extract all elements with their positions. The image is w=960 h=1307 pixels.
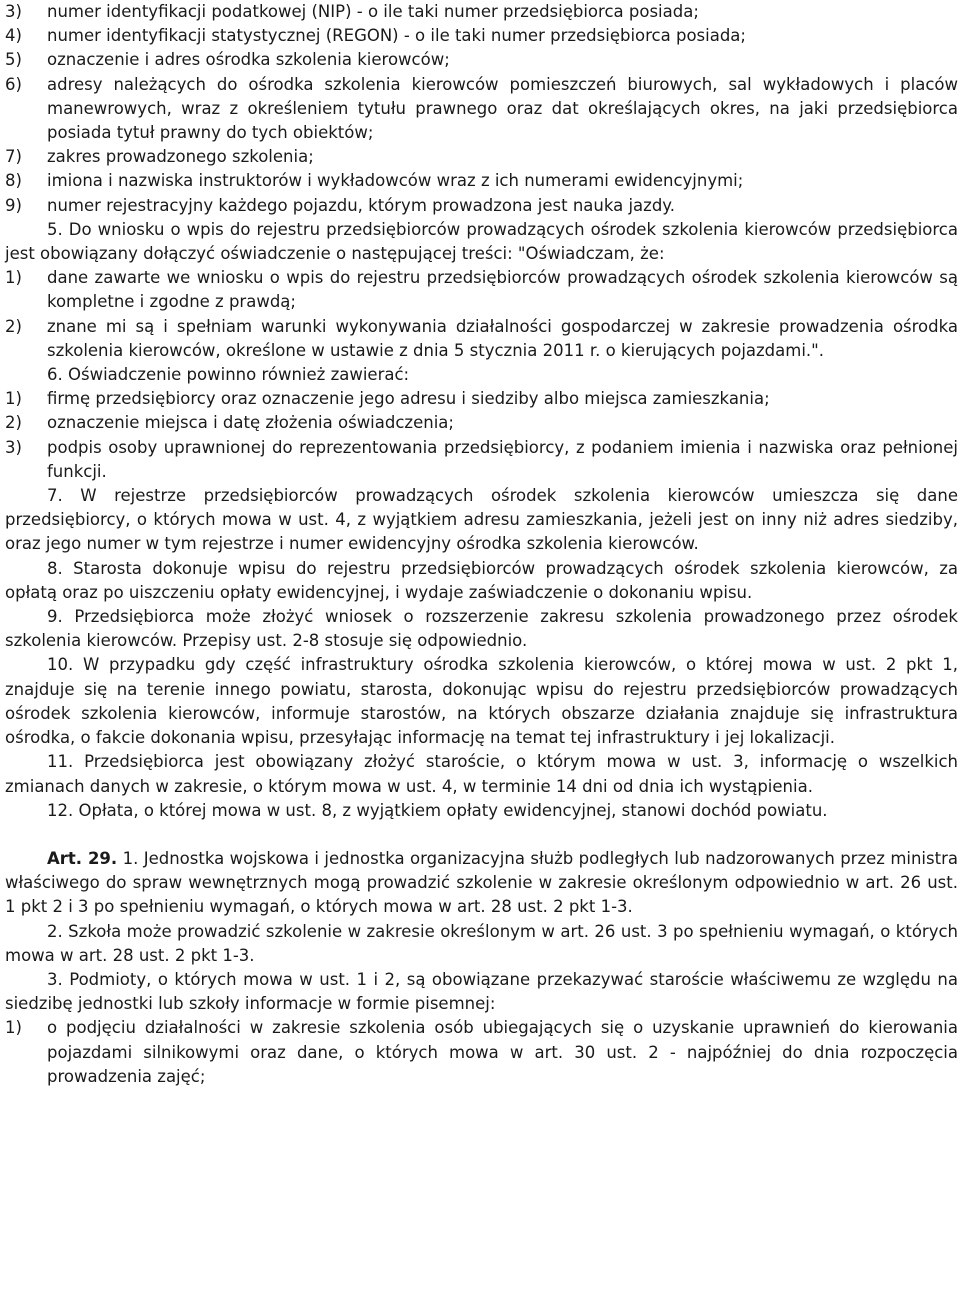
list-item	[5, 24, 958, 48]
item-text: numer identyfikacji statystycznej (REGON) - o ile taki numer przedsiębiorca posiada;	[47, 26, 746, 46]
list-item	[5, 411, 958, 435]
article-29-paragraph-1	[5, 847, 958, 920]
list-item	[5, 266, 958, 314]
list-item	[5, 0, 958, 24]
item-text: imiona i nazwiska instruktorów i wykładowców wraz z ich numerami ewidencyjnymi;	[47, 171, 744, 191]
list-item	[5, 169, 958, 193]
list-a	[5, 0, 958, 218]
item-text: numer rejestracyjny każdego pojazdu, którym prowadzona jest nauka jazdy.	[47, 195, 675, 215]
item-number: 7)	[5, 147, 22, 167]
item-number: 5)	[5, 50, 22, 70]
list-item	[5, 145, 958, 169]
item-number: 3)	[5, 437, 22, 457]
article-heading: Art. 29.	[47, 848, 118, 868]
item-number: 9)	[5, 195, 22, 215]
paragraph-8: 8. Starosta dokonuje wpisu do rejestru przedsiębiorców prowadzących ośrodek szkolenia kierowców, za opłatą oraz po uiszczeniu opłaty ewidencyjnej, i wydaje zaświadczenie o dokonaniu wpisu.	[5, 558, 958, 602]
list-b	[5, 266, 958, 363]
paragraph-10: 10. W przypadku gdy część infrastruktury ośrodka szkolenia kierowców, o której mowa w ust. 2 pkt 1, znajduje się na terenie innego powiatu, starosta, dokonując wpisu do rejestru przedsiębiorców prowadzących ośrodek szkolenia kierowców, informuje starostów, na których obszarze działania znajduje się infrastruktura ośrodka, o fakcie dokonania wpisu, przesyłając informację na temat tej infrastruktury i jej lokalizacji.	[5, 655, 958, 748]
list-item	[5, 387, 958, 411]
article-29-paragraph-1-text: 1. Jednostka wojskowa i jednostka organizacyjna służb podległych lub nadzorowanych przez ministra właściwego do spraw wewnętrznych mogą prowadzić szkolenie w zakresie określonym odpowiednio w art. 26 ust. 1 pkt 2 i 3 po spełnieniu wymagań, o których mowa w art. 28 ust. 2 pkt 1-3.	[5, 848, 958, 917]
item-number: 2)	[5, 316, 22, 336]
item-text: podpis osoby uprawnionej do reprezentowania przedsiębiorcy, z podaniem imienia i nazwiska oraz pełnionej funkcji.	[47, 437, 958, 481]
paragraph-12: 12. Opłata, o której mowa w ust. 8, z wyjątkiem opłaty ewidencyjnej, stanowi dochód powiatu.	[47, 800, 828, 820]
paragraph-6: 6. Oświadczenie powinno również zawierać:	[47, 365, 410, 385]
paragraph-9: 9. Przedsiębiorca może złożyć wniosek o rozszerzenie zakresu szkolenia prowadzonego przez ośrodek szkolenia kierowców. Przepisy ust. 2-8 stosuje się odpowiednio.	[5, 607, 958, 651]
item-number: 3)	[5, 2, 22, 21]
item-number: 1)	[5, 1018, 22, 1038]
paragraph-5: 5. Do wniosku o wpis do rejestru przedsiębiorców prowadzących ośrodek szkolenia kierowców przedsiębiorca jest obowiązany dołączyć oświadczenie o następującej treści: "Oświadczam, że:	[5, 219, 958, 264]
item-text: oznaczenie i adres ośrodka szkolenia kierowców;	[47, 50, 450, 70]
item-number: 8)	[5, 171, 22, 191]
list-item	[5, 48, 958, 72]
item-text: numer identyfikacji podatkowej (NIP) - o ile taki numer przedsiębiorca posiada;	[47, 2, 699, 21]
list-item	[5, 194, 958, 218]
item-number: 2)	[5, 413, 22, 433]
article-29-paragraph-3: 3. Podmioty, o których mowa w ust. 1 i 2, są obowiązane przekazywać staroście właściwemu ze względu na siedzibę jednostki lub szkoły informacje w formie pisemnej:	[5, 969, 958, 1014]
article-29-paragraph-2: 2. Szkoła może prowadzić szkolenie w zakresie określonym w art. 26 ust. 3 po spełnieniu wymagań, o których mowa w art. 28 ust. 2 pkt 1-3.	[5, 921, 958, 965]
list-item	[5, 1016, 958, 1089]
item-text: zakres prowadzonego szkolenia;	[47, 147, 314, 167]
item-text: adresy należących do ośrodka szkolenia kierowców pomieszczeń biurowych, sal wykładowych i placów manewrowych, wraz z określeniem tytułu prawnego oraz dat określających okres, na jaki przedsiębiorca posiada tytuł prawny do tych obiektów;	[47, 74, 958, 143]
item-number: 4)	[5, 26, 22, 46]
item-text: firmę przedsiębiorcy oraz oznaczenie jego adresu i siedziby albo miejsca zamieszkania;	[47, 389, 770, 409]
list-item	[5, 315, 958, 363]
list-item	[5, 73, 958, 146]
item-text: oznaczenie miejsca i datę złożenia oświadczenia;	[47, 413, 454, 433]
item-text: dane zawarte we wniosku o wpis do rejestru przedsiębiorców prowadzących ośrodek szkolenia kierowców są kompletne i zgodne z prawdą;	[47, 268, 958, 312]
item-number: 1)	[5, 268, 22, 288]
item-text: o podjęciu działalności w zakresie szkolenia osób ubiegających się o uzyskanie uprawnień do kierowania pojazdami silnikowymi oraz dane, o których mowa w art. 30 ust. 2 - najpóźniej do dnia rozpoczęcia prowadzenia zajęć;	[47, 1018, 958, 1086]
list-d	[5, 1016, 958, 1089]
list-item	[5, 436, 958, 484]
paragraph-7: 7. W rejestrze przedsiębiorców prowadzących ośrodek szkolenia kierowców umieszcza się dane przedsiębiorcy, o których mowa w ust. 4, z wyjątkiem adresu zamieszkania, jeżeli jest on inny niż adres siedziby, oraz jego numer w tym rejestrze i numer ewidencyjny ośrodka szkolenia kierowców.	[5, 486, 958, 554]
item-number: 6)	[5, 74, 22, 94]
paragraph-11: 11. Przedsiębiorca jest obowiązany złożyć staroście, o którym mowa w ust. 3, informację o wszelkich zmianach danych w zakresie, o którym mowa w ust. 4, w terminie 14 dni od dnia ich wystąpienia.	[5, 752, 958, 796]
list-c	[5, 387, 958, 484]
item-number: 1)	[5, 389, 22, 409]
item-text: znane mi są i spełniam warunki wykonywania działalności gospodarczej w zakresie prowadzenia ośrodka szkolenia kierowców, określone w ustawie z dnia 5 stycznia 2011 r. o kierujących pojazdami.".	[47, 316, 958, 360]
